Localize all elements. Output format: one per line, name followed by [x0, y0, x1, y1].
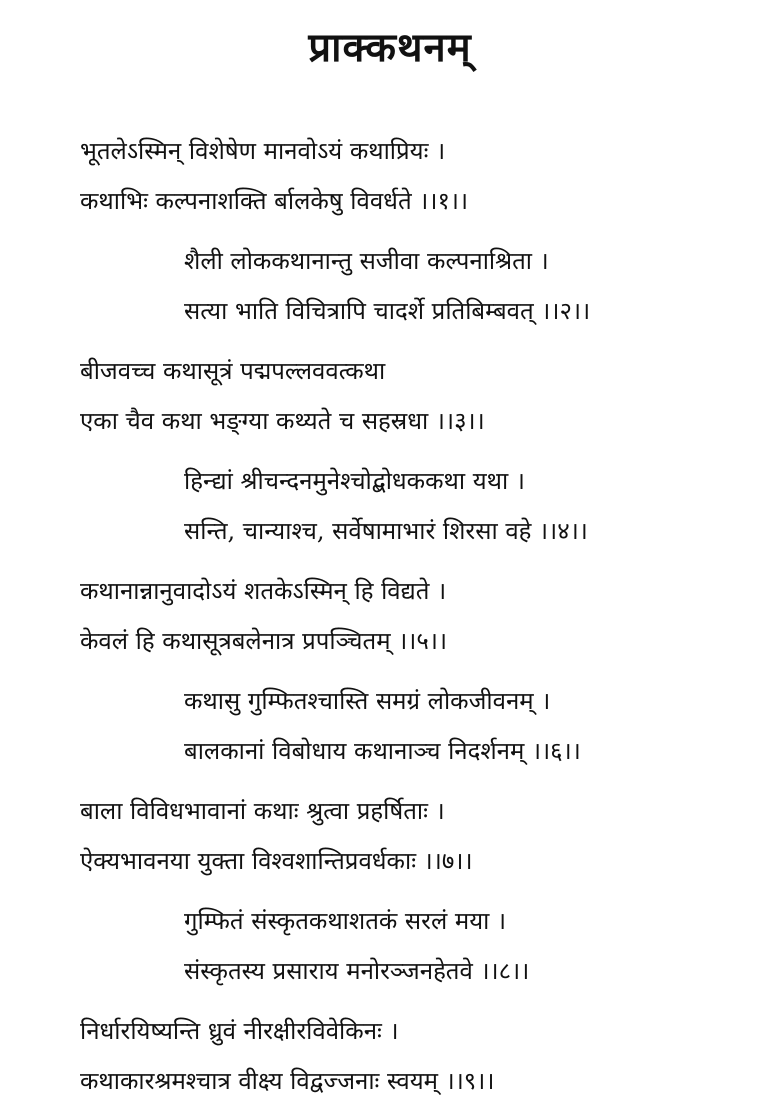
- verse-6-line-2: बालकानां विबोधाय कथानाञ्च निदर्शनम् ।।६।।: [184, 737, 581, 765]
- verse-5: [0, 566, 780, 676]
- verse-7: [0, 786, 780, 896]
- verse-8-line-2: संस्कृतस्य प्रसाराय मनोरञ्जनहेतवे ।।८।।: [184, 957, 530, 985]
- verse-2-line-2: सत्या भाति विचित्रापि चादर्शे प्रतिबिम्बवत् ।।२।।: [184, 297, 591, 325]
- verse-7-line-2: ऐक्यभावनया युक्ता विश्वशान्तिप्रवर्धकाः ।।७।।: [80, 847, 473, 875]
- verse-3-line-1: बीजवच्च कथासूत्रं पद्मपल्लववत्कथा: [80, 357, 386, 385]
- verse-list: [0, 126, 780, 1116]
- verse-1-line-2: कथाभिः कल्पनाशक्ति र्बालकेषु विवर्धते ।।१।।: [80, 187, 469, 215]
- verse-8-line-1: गुम्फितं संस्कृतकथाशतकं सरलं मया ।: [184, 907, 507, 935]
- verse-3: [0, 346, 780, 456]
- verse-5-line-1: कथानान्नानुवादोऽयं शतकेऽस्मिन् हि विद्यते ।: [80, 577, 447, 605]
- verse-2: [0, 236, 780, 346]
- verse-7-line-1: बाला विविधभावानां कथाः श्रुत्वा प्रहर्षिताः ।: [80, 797, 445, 825]
- verse-6: [0, 676, 780, 786]
- verse-1: [0, 126, 780, 236]
- verse-8: [0, 896, 780, 1006]
- verse-4-line-2: सन्ति, चान्याश्च, सर्वेषामाभारं शिरसा वहे ।।४।।: [184, 517, 588, 545]
- verse-9: [0, 1006, 780, 1116]
- verse-4: [0, 456, 780, 566]
- verse-2-line-1: शैली लोककथानान्तु सजीवा कल्पनाश्रिता ।: [184, 247, 549, 275]
- verse-1-line-1: भूतलेऽस्मिन् विशेषेण मानवोऽयं कथाप्रियः ।: [80, 137, 446, 165]
- verse-4-line-1: हिन्द्यां श्रीचन्दनमुनेश्चोद्बोधककथा यथा ।: [184, 467, 525, 495]
- verse-6-line-1: कथासु गुम्फितश्चास्ति समग्रं लोकजीवनम् ।: [184, 687, 551, 715]
- page-title: प्राक्कथनम्: [308, 24, 472, 71]
- verse-9-line-2: कथाकारश्रमश्चात्र वीक्ष्य विद्वज्जनाः स्वयम् ।।९।।: [80, 1067, 495, 1095]
- verse-3-line-2: एका चैव कथा भङ्ग्या कथ्यते च सहस्रधा ।।३।।: [80, 407, 485, 435]
- verse-9-line-1: निर्धारयिष्यन्ति ध्रुवं नीरक्षीरविवेकिनः ।: [80, 1017, 399, 1045]
- verse-5-line-2: केवलं हि कथासूत्रबलेनात्र प्रपञ्चितम् ।।५।।: [80, 627, 448, 655]
